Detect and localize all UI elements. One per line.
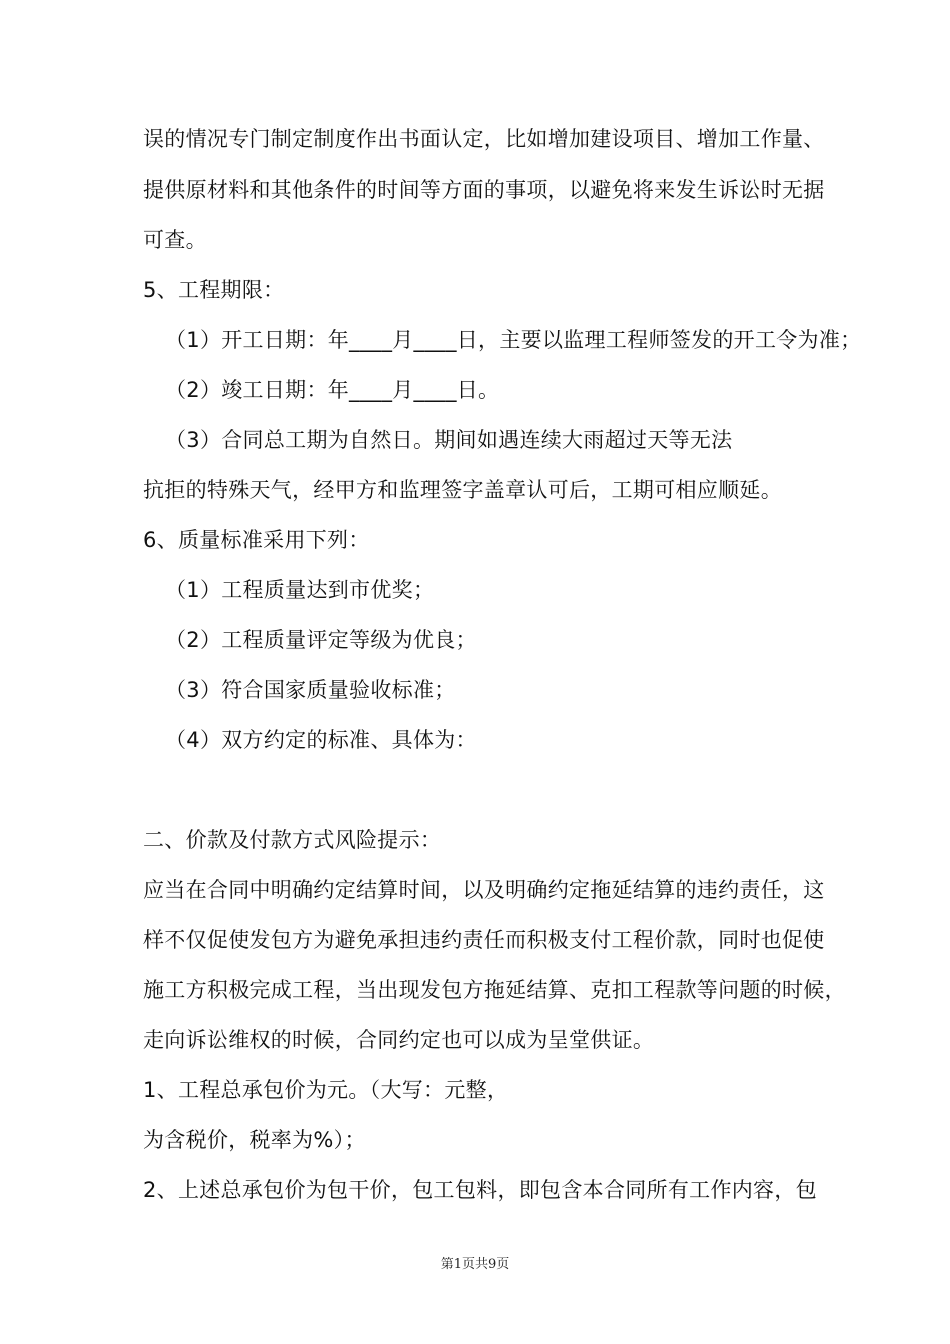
paragraph-line: 抗拒的特殊天气，经甲方和监理签字盖章认可后，工期可相应顺延。 (143, 478, 782, 502)
list-item: 1、工程总承包价为元。（大写：元整， (143, 1078, 509, 1102)
paragraph-line: 样不仅促使发包方为避免承担违约责任而积极支付工程价款，同时也促使 (143, 928, 825, 952)
list-item: （2）工程质量评定等级为优良； (165, 628, 477, 652)
paragraph-line: 误的情况专门制定制度作出书面认定，比如增加建设项目、增加工作量、 (143, 127, 825, 151)
list-item: （2）竣工日期：年____月____日。 (165, 378, 500, 402)
section-heading: 二、价款及付款方式风险提示： (143, 828, 442, 852)
section-heading: 5、工程期限： (143, 278, 285, 302)
list-item: 2、上述总承包价为包干价，包工包料，即包含本合同所有工作内容，包 (143, 1178, 817, 1202)
section-heading: 6、质量标准采用下列： (143, 528, 370, 552)
paragraph-line: 可查。 (143, 228, 207, 252)
list-item: （1）开工日期：年____月____日，主要以监理工程师签发的开工令为准； (165, 328, 862, 352)
list-item: （1）工程质量达到市优奖； (165, 578, 435, 602)
list-item: （3）合同总工期为自然日。期间如遇连续大雨超过天等无法 (165, 428, 733, 452)
paragraph-line: 施工方积极完成工程，当出现发包方拖延结算、克扣工程款等问题的时候， (143, 978, 846, 1002)
paragraph-line: 应当在合同中明确约定结算时间，以及明确约定拖延结算的违约责任，这 (143, 878, 825, 902)
page-number-footer: 第1页共9页 (440, 1257, 510, 1272)
paragraph-line: 为含税价，税率为%）； (143, 1128, 366, 1152)
paragraph-line: 走向诉讼维权的时候，合同约定也可以成为呈堂供证。 (143, 1028, 655, 1052)
list-item: （3）符合国家质量验收标准； (165, 678, 456, 702)
list-item: （4）双方约定的标准、具体为： (165, 728, 477, 752)
paragraph-line: 提供原材料和其他条件的时间等方面的事项，以避免将来发生诉讼时无据 (143, 178, 825, 202)
